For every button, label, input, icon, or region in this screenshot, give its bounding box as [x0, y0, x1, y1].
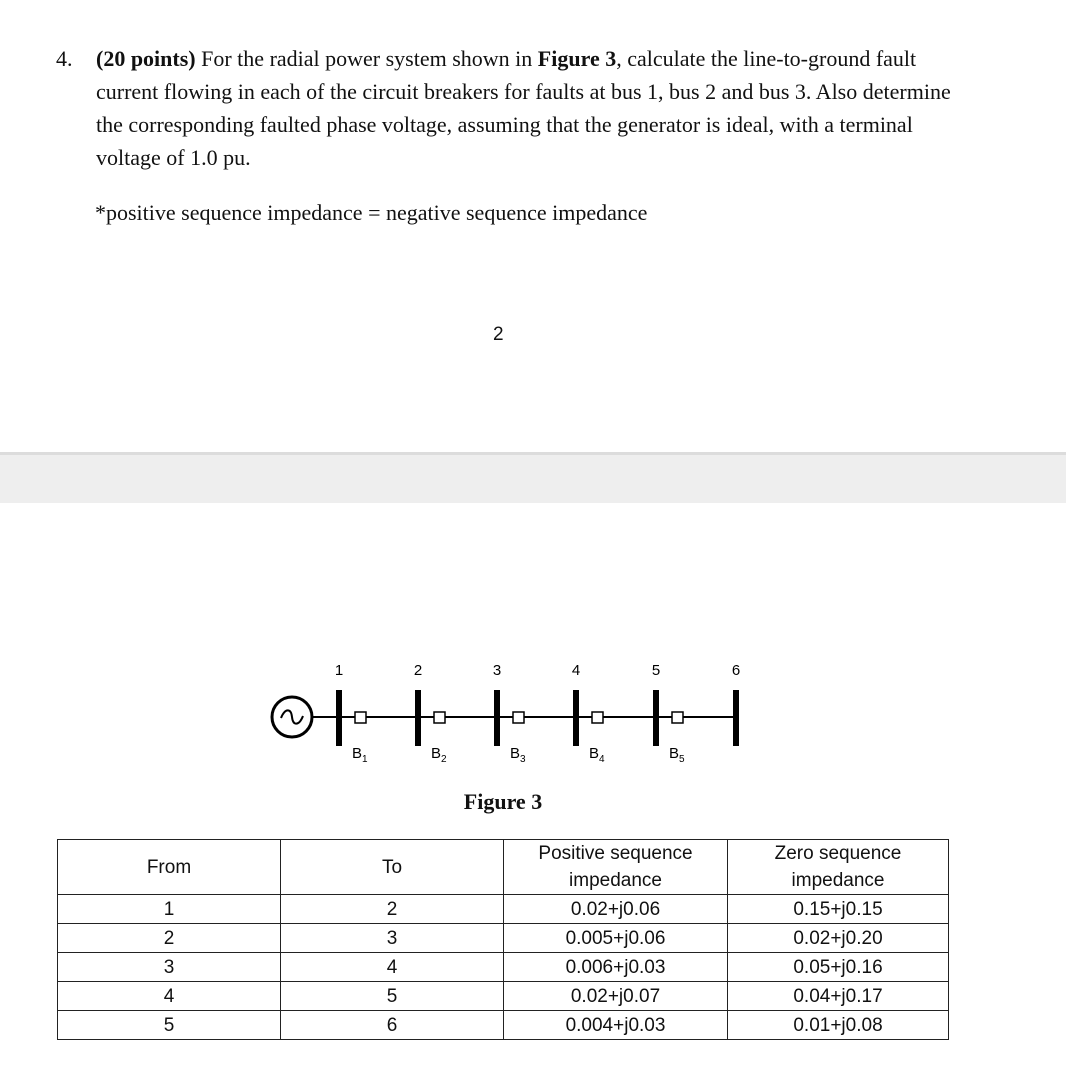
bus-label: 4 — [571, 662, 581, 679]
cell-from: 2 — [58, 924, 281, 953]
breaker-label: $B_3$ — [510, 745, 526, 765]
cell-zero-impedance: 0.05+j0.16 — [728, 953, 949, 982]
bus-bar — [336, 690, 342, 746]
impedance-note: *positive sequence impedance = negative sequence impedance — [95, 200, 648, 225]
column-header-to: To — [281, 840, 504, 895]
page-number: 2 — [493, 324, 504, 345]
bus-bar — [733, 690, 739, 746]
bus-bar — [494, 690, 500, 746]
table-header-row — [58, 840, 949, 895]
cell-from: 4 — [58, 982, 281, 1011]
circuit-breaker — [434, 712, 445, 723]
cell-positive-impedance: 0.005+j0.06 — [504, 924, 728, 953]
cell-from: 3 — [58, 953, 281, 982]
table-row — [58, 1011, 949, 1040]
problem-points: (20 points) — [96, 46, 196, 71]
bus-label: 2 — [413, 662, 423, 679]
cell-to: 3 — [281, 924, 504, 953]
breaker-label: $B_1$ — [352, 745, 368, 765]
figure-reference: Figure 3 — [537, 46, 617, 71]
bus-label: 5 — [651, 662, 661, 679]
cell-positive-impedance: 0.02+j0.06 — [504, 895, 728, 924]
column-header-from: From — [58, 840, 281, 895]
breaker-label: $B_5$ — [669, 745, 685, 765]
cell-to: 6 — [281, 1011, 504, 1040]
column-header-zero-sequence: Zero sequence impedance — [728, 840, 949, 895]
circuit-breaker — [592, 712, 603, 723]
table-row — [58, 982, 949, 1011]
cell-from: 1 — [58, 895, 281, 924]
bus-bar — [415, 690, 421, 746]
cell-zero-impedance: 0.15+j0.15 — [728, 895, 949, 924]
bus-bar — [573, 690, 579, 746]
circuit-breaker — [513, 712, 524, 723]
cell-from: 5 — [58, 1011, 281, 1040]
bus-label: 6 — [731, 662, 741, 679]
problem-text-a: For the radial power system shown in — [195, 46, 538, 71]
problem-statement — [56, 42, 956, 174]
sine-wave-icon — [281, 710, 303, 723]
bus-label: 3 — [492, 662, 502, 679]
cell-positive-impedance: 0.004+j0.03 — [504, 1011, 728, 1040]
problem-number: 4. — [56, 46, 73, 71]
breaker-label: $B_2$ — [431, 745, 447, 765]
cell-zero-impedance: 0.02+j0.20 — [728, 924, 949, 953]
cell-to: 4 — [281, 953, 504, 982]
problem-text-b: , calculate the line-to-ground fault current flowing in each of the circuit breakers for faults at bus 1, bus 2 and bus 3. Also determine the corresponding faulted phase voltage, assuming that the generator is ideal, with a terminal voltage of 1.0 pu. — [96, 46, 951, 170]
bus-label: 1 — [334, 662, 344, 679]
cell-zero-impedance: 0.01+j0.08 — [728, 1011, 949, 1040]
impedance-table — [57, 839, 949, 1040]
table-row — [58, 953, 949, 982]
cell-zero-impedance: 0.04+j0.17 — [728, 982, 949, 1011]
cell-to: 2 — [281, 895, 504, 924]
breaker-label: $B_4$ — [589, 745, 605, 765]
circuit-breaker — [672, 712, 683, 723]
cell-positive-impedance: 0.02+j0.07 — [504, 982, 728, 1011]
page-separator — [0, 452, 1066, 503]
circuit-breaker — [355, 712, 366, 723]
figure-caption: Figure 3 — [463, 789, 543, 814]
cell-to: 5 — [281, 982, 504, 1011]
table-row — [58, 924, 949, 953]
radial-system-diagram — [0, 650, 1066, 790]
bus-bar — [653, 690, 659, 746]
cell-positive-impedance: 0.006+j0.03 — [504, 953, 728, 982]
table-row — [58, 895, 949, 924]
problem-text — [96, 42, 956, 174]
column-header-positive-sequence: Positive sequence impedance — [504, 840, 728, 895]
